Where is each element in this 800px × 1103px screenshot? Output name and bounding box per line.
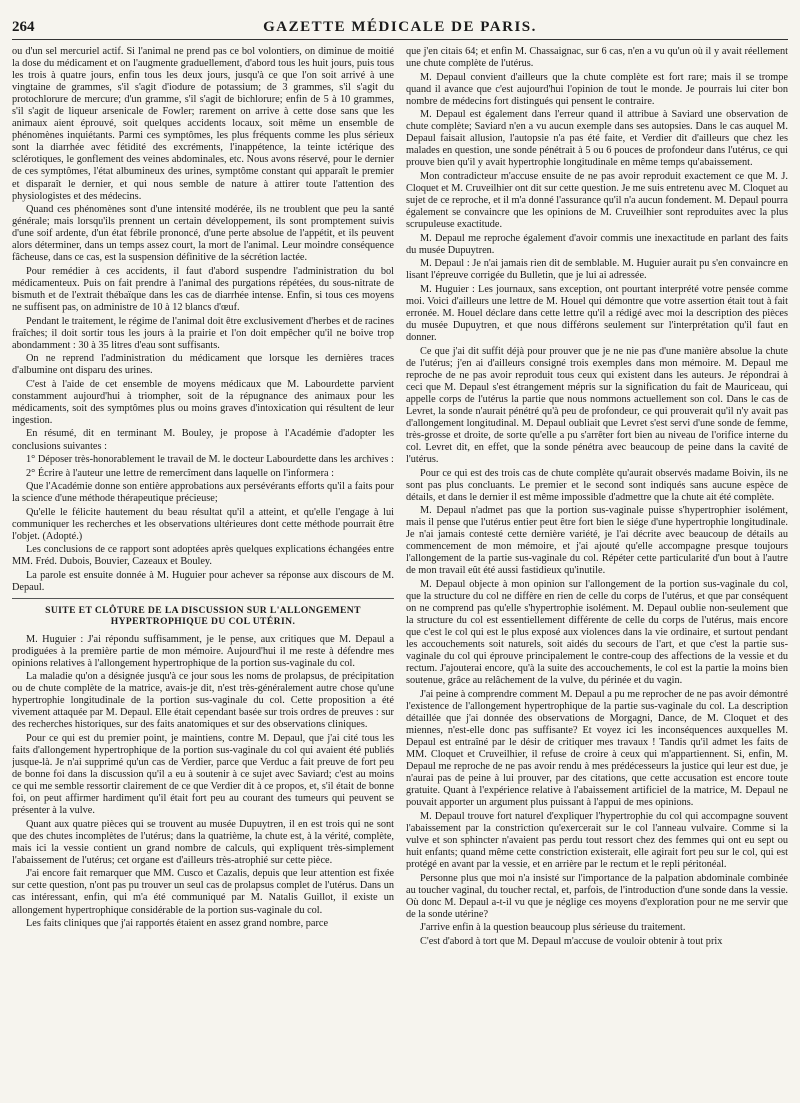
paragraph: M. Depaul objecte à mon opinion sur l'allongement de la portion sus-vaginale du col, que la structure du col ne diffère en rien de celle du corps de l'utérus, et que par conséquent on ne comprend pas qu'elle s'hypertrophie isolément. M. Depaul oublie non-seulement que la structure du col est essentiellement différente de celle du corps de l'utérus, mais encore que c'est le col qui est le plus exposé aux violences dans la vie ordinaire, et surtout pendant les accouchements soit naturels, soit aidés du secours de l'art, et que c'est la partie sus-vaginale du col qui éprouve principalement le contre-coup des affections de la vessie et du rectum. J'ajouterai encore, qu'à la suite des accouchements, le col est la partie la moins bien soutenue, grâce au relâchement de la vulve, du périnée et du vagin. <box>406 579 788 687</box>
paragraph: J'ai encore fait remarquer que MM. Cusco et Cazalis, depuis que leur attention est fixée sur cette question, n'ont pas pu trouver un seul cas de prolapsus complet de l'utérus. Dans un cas intéressant, enfin, qui m'a été communiqué par M. Natalis Guillot, il existe un allongement hypertrophique considérable de la portion sus-vaginale du col. <box>12 868 394 916</box>
paragraph: J'ai peine à comprendre comment M. Depaul a pu me reprocher de ne pas avoir démontré l'existence de l'allongement hypertrophique de la partie sus-vaginale du col. La description détaillée que j'ai donnée des observations de Morgagni, Dance, de M. Cloquet et des miennes, n'est-elle donc pas suffisante? Et voyez ici les inconséquences auxquelles M. Depaul est entraîné par le désir de critiquer mes travaux ! Tandis qu'il admet les faits de MM. Cloquet et Cruveilhier, il refuse de croire à ceux qui m'appartiennent. Si, enfin, M. Depaul me reproche de ne pas avoir rendu à mes prédécesseurs la justice qui leur est due, je n'aurai pas de peine à lui prouver, par des citations, que cette accusation est encore toute gratuite. Quant à l'expérience relative à l'abaissement artificiel de la matrice, M. Depaul ne pouvait apporter un argument plus puissant à l'appui de mes opinions. <box>406 688 788 809</box>
section-title: SUITE ET CLÔTURE DE LA DISCUSSION SUR L'ALLONGEMENT HYPERTROPHIQUE DU COL UTÉRIN. <box>45 605 361 628</box>
paragraph: que j'en citais 64; et enfin M. Chassaignac, sur 6 cas, n'en a vu qu'un où il y avait réellement une chute complète de l'utérus. <box>406 46 788 70</box>
paragraph: M. Huguier : Les journaux, sans exception, ont pourtant interprété votre pensée comme moi. Voici d'ailleurs une lettre de M. Houel qui démontre que votre assertion était tout à fait erronée. M. Houel déclare dans cette lettre qu'il a rédigé avec moi la description des pièces du musée Dupuytren, et que nous différons seulement sur l'interprétation qu'il faut en donner. <box>406 283 788 344</box>
page-number: 264 <box>12 19 35 35</box>
paragraph: J'arrive enfin à la question beaucoup plus sérieuse du traitement. <box>420 922 686 934</box>
paragraph: ou d'un sel mercuriel actif. Si l'animal ne prend pas ce bol volontiers, on diminue de moitié la dose du médicament et on l'augmente graduellement, d'abord tous les huit jours, puis tous les trois à quatre jours, enfin tous les deux jours, jusqu'à ce que l'on soit arrivé à une vingtaine de grammes, s'il s'agit d'iodure de potassium; de 3 grammes, s'il s'agit du protochlorure de mercure; d'un gramme, s'il s'agit de bichlorure; enfin de 5 à 10 grammes, s'il s'agit de liqueur arsenicale de Fowler; rarement on arrive à cette dose sans que les animaux aient éprouvé, soit quelques accidents locaux, soit même un ensemble de phénomènes inquiétants. Parmi ces symptômes, les plus fréquents comme les plus sérieux sont la diarrhée avec fétidité des excréments, l'inappétence, la teinte ictérique des sclérotiques, le gonflement des veines abdominales, etc. Nous avons réservé, pour le dernier de ces symptômes, l'état albumineux des urines, symptôme constant qui apparaît le premier et disparaît le dernier, et qui nous semble de nature à attirer toute l'attention des physiologistes et des médecins. <box>12 46 394 202</box>
paragraph: La maladie qu'on a désignée jusqu'à ce jour sous les noms de prolapsus, de précipitation ou de chute complète de la matrice, avais-je dit, n'est très-généralement autre chose qu'une hypertrophie longitudinale de la portion sus-vaginale du col. Cette proposition a été vivement attaquée par M. Depaul. Elle était cependant basée sur trois ordres de preuves : sur des recherches historiques, sur des faits anatomiques et sur des observations cliniques. <box>12 671 394 731</box>
paragraph: Ce que j'ai dit suffit déjà pour prouver que je ne nie pas d'une manière absolue la chute de l'utérus; j'en ai d'ailleurs consigné trois exemples dans mon mémoire. M. Depaul me reproche de ne pas avoir reproduit tous ceux qui existent dans les auteurs. Je répondrai à ceci que M. Depaul s'est étrangement mépris sur la signification du fait de Mauriceau, qui appelle corps de l'utérus la partie que nous nommons actuellement son col. Dans le cas de Levret, la sonde n'aurait pénétré qu'à peu de profondeur, ce qui prouverait qu'il n'y avait pas d'allongement longitudinal. M. Depaul oubliait que Levret s'est servi d'une sonde de femme, très-grosse et droite, de sorte qu'elle a pu s'arrêter fort bien au niveau de l'orifice interne du col. Levret dit, en effet, que la sonde pénétra avec beaucoup de peine dans la cavité de l'utérus. <box>406 345 788 466</box>
paragraph: M. Depaul : Je n'ai jamais rien dit de semblable. M. Huguier aurait pu s'en convaincre en lisant l'épreuve corrigée du Bulletin, que je lui ai adressée. <box>406 258 788 282</box>
journal-title: GAZETTE MÉDICALE DE PARIS. <box>263 19 537 35</box>
paragraph: C'est à l'aide de cet ensemble de moyens médicaux que M. Labourdette parvient constamment aujourd'hui à triompher, soit de la répugnance des animaux pour les médicaments, soit des symptômes plus ou moins graves d'intoxication qui résultent de leur ingestion. <box>12 378 394 426</box>
section-divider <box>12 598 394 599</box>
paragraph: 1° Déposer très-honorablement le travail de M. le docteur Labourdette dans les archives : <box>26 454 394 466</box>
paragraph: En résumé, dit en terminant M. Bouley, je propose à l'Académie d'adopter les conclusions suivantes : <box>12 428 394 452</box>
paragraph: M. Depaul me reproche également d'avoir commis une inexactitude en parlant des faits du musée Dupuytren. <box>406 232 788 256</box>
paragraph: Les conclusions de ce rapport sont adoptées après quelques explications échangées entre MM. Fréd. Dubois, Bouvier, Cazeaux et Bouley. <box>12 544 394 568</box>
paragraph: Pour ce qui est des trois cas de chute complète qu'aurait observés madame Boivin, ils ne sont pas plus concluants. Le premier et le second sont indiqués sans aucune espèce de détails, et dans le dernier il est même impossible d'admettre que la chute ait été complète. <box>406 467 788 503</box>
left-column <box>12 46 394 1095</box>
paragraph: Personne plus que moi n'a insisté sur l'importance de la palpation abdominale combinée au toucher vaginal, du toucher rectal, et, parfois, de l'introduction d'une sonde dans la vessie. Où donc M. Depaul a-t-il vu que je néglige ces moyens d'exploration pour ne me servir que de la sonde utérine? <box>406 872 788 920</box>
page-header <box>12 14 788 40</box>
paragraph: Qu'elle le félicite hautement du beau résultat qu'il a atteint, et qu'elle l'engage à lui communiquer les recherches et les observations ultérieures dont cette méthode pourrait être l'objet. (Adopté.) <box>12 506 394 542</box>
paragraph: Quand ces phénomènes sont d'une intensité modérée, ils ne troublent que peu la santé générale; mais lorsqu'ils prennent un certain développement, ils sont promptement suivis d'une soif ardente, d'un état fébrile prononcé, d'une perte absolue de l'appétit, et ils peuvent alors déterminer, dans un temps assez court, la mort de l'animal. Leur moindre conséquence fâcheuse, dans ce cas, est la suspension définitive de la sécrétion lactée. <box>12 204 394 264</box>
paragraph: Pour ce qui est du premier point, je maintiens, contre M. Depaul, que j'ai cité tous les faits d'allongement hypertrophique de la portion sus-vaginale du col qui avaient été publiés jusque-là. Je n'ai supprimé qu'un cas de Verdier, parce que Verduc a fait preuve de fort peu de bonne foi dans la discussion qu'il a eu à soutenir à ce sujet avec Saviard; c'est au moins ce qui me semble ressortir clairement de ce que Verdier dit à ce propos, et, s'il était de bonne foi, on peut affirmer hardiment qu'il était fort peu au courant des tumeurs qui peuvent se présenter à la vulve. <box>12 732 394 817</box>
paragraph: M. Depaul n'admet pas que la portion sus-vaginale puisse s'hypertrophier isolément, mais il pense que l'utérus entier peut être fort bien le siége d'une hypertrophie longitudinale. Je n'ai jamais contesté cette dernière variété, je l'ai décrite avec beaucoup de détails au commencement de mon mémoire, et j'ai ajouté qu'elle accompagne presque toujours l'allongement de la partie sus-vaginale du col. Répéter cette particularité d'un bout à l'autre de mon travail eût été aussi fastidieux qu'inutile. <box>406 505 788 577</box>
paragraph: Pour remédier à ces accidents, il faut d'abord suspendre l'administration du bol médicamenteux. Puis on fait prendre à l'animal des purgations répétées, du sous-nitrate de bismuth et de l'extrait thébaïque dans les cas de diarrhée intense. Enfin, si tous ces moyens ne suffisent pas, on administre de 10 à 12 blancs d'œuf. <box>12 265 394 313</box>
paragraph: Mon contradicteur m'accuse ensuite de ne pas avoir reproduit exactement ce que M. J. Cloquet et M. Cruveilhier ont dit sur cette question. Je me suis entretenu avec M. Cloquet au sujet de ce reproche, et il m'a donné l'assurance qu'il n'a aucun fondement. M. Depaul pourra également se convaincre que les opinions de M. Cruveilhier sont reproduites avec la plus scrupuleuse exactitude. <box>406 170 788 231</box>
paragraph: M. Depaul convient d'ailleurs que la chute complète est fort rare; mais il se trompe quand il avance que c'est aujourd'hui l'opinion de tout le monde. Je pourrais lui citer bon nombre de médecins fort distingués qui pensent le contraire. <box>406 71 788 107</box>
paragraph: 2° Écrire à l'auteur une lettre de remercîment dans laquelle on l'informera : <box>26 467 335 479</box>
right-column <box>406 46 788 1095</box>
paragraph: Que l'Académie donne son entière approbations aux persévérants efforts qu'il a faits pour la science d'une méthode thérapeutique précieuse; <box>12 481 394 505</box>
paragraph: Quant aux quatre pièces qui se trouvent au musée Dupuytren, il en est trois qui ne sont que des chutes incomplètes de l'utérus; dans la quatrième, la chute est, à la vérité, complète, mais ici la vessie contient un grand nombre de calculs, qui expliquent très-simplement l'abaissement de l'utérus; cet organe est d'ailleurs très-atrophié sur cette pièce. <box>12 818 394 866</box>
paragraph: M. Depaul est également dans l'erreur quand il attribue à Saviard une observation de chute complète; Saviard n'en a vu aucun exemple dans ses autopsies. Dans le cas auquel M. Depaul faisait allusion, l'autopsie n'a pas été faite, et Verdier dit d'ailleurs que chez les malades en question, une sonde pénétrait à 5 ou 6 pouces de profondeur dans l'utérus, ce qui prouve bien qu'il y avait hypertrophie longitudinale en même temps qu'abaissement. <box>406 109 788 169</box>
text-columns <box>12 46 788 1095</box>
paragraph: Les faits cliniques que j'ai rapportés étaient en assez grand nombre, parce <box>26 918 329 930</box>
paragraph: C'est d'abord à tort que M. Depaul m'accuse de vouloir obtenir à tout prix <box>420 935 723 947</box>
paragraph: M. Huguier : J'ai répondu suffisamment, je le pense, aux critiques que M. Depaul a prodiguées à la première partie de mon mémoire. Aujourd'hui il me reste à défendre mes opinions relatives à l'allongement hypertrophique de la portion sus-vaginale du col. <box>12 633 394 669</box>
paragraph: Pendant le traitement, le régime de l'animal doit être exclusivement d'herbes et de racines fraîches; il doit sortir tous les jours à la prairie et l'on doit empêcher qu'il ne boive trop abondamment : 30 à 35 litres d'eau sont suffisants. <box>12 315 394 351</box>
paragraph: La parole est ensuite donnée à M. Huguier pour achever sa réponse aux discours de M. Depaul. <box>12 569 394 594</box>
paragraph: On ne reprend l'administration du médicament que lorsque les dernières traces d'albumine ont disparu des urines. <box>12 353 394 377</box>
paragraph: M. Depaul trouve fort naturel d'expliquer l'hypertrophie du col qui accompagne souvent l'abaissement par la constriction qu'exercerait sur le col l'anneau vulvaire. Comme si la vulve et son sphincter n'avaient pas perdu tout ressort chez des femmes qui ont eu sept ou huit enfants; quand même cette constriction existerait, elle agirait fort peu sur le col, qui est protégé en avant par la vessie, et en arrière par le rectum et le repli péritonéal. <box>406 810 788 871</box>
